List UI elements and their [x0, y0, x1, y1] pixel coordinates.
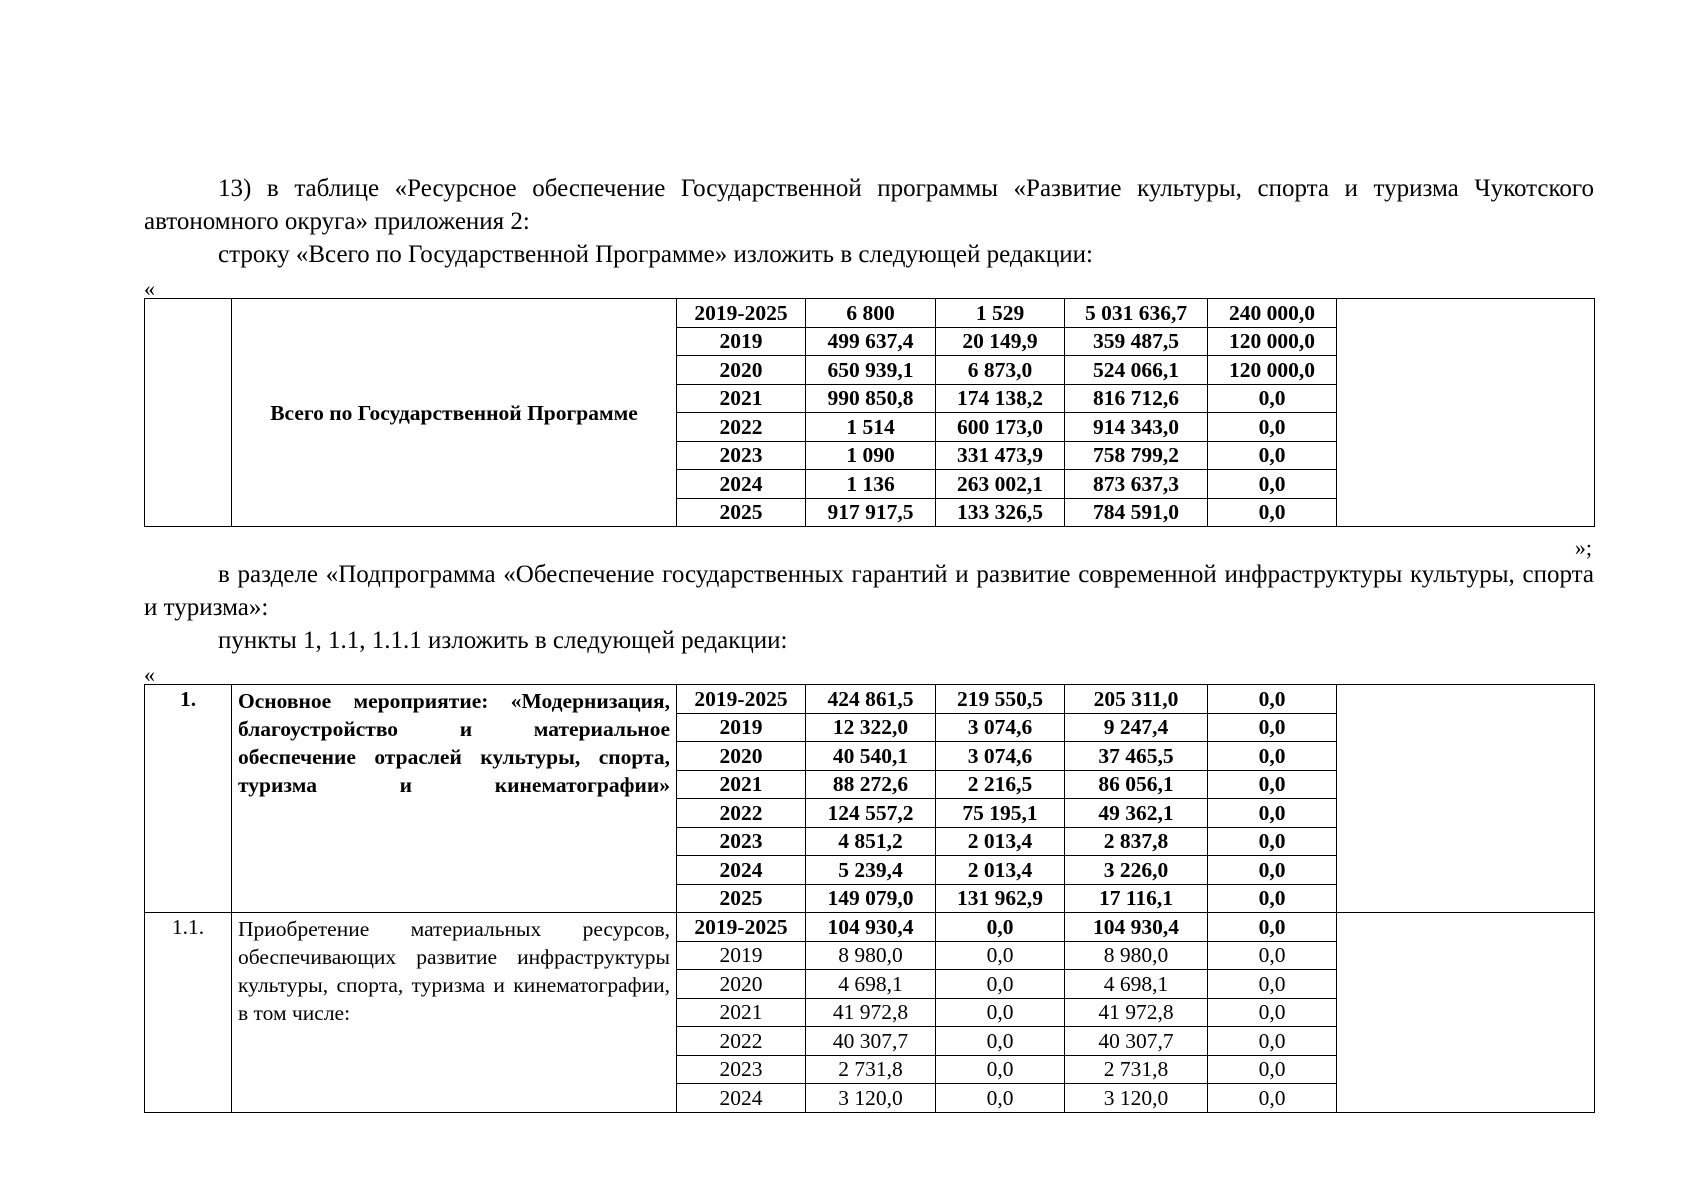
value-cell: 2 013,4	[936, 856, 1065, 885]
value-cell: 104 930,4	[806, 913, 936, 942]
value-cell: 990 850,8	[806, 384, 936, 413]
year-cell: 2022	[677, 799, 806, 828]
value-cell: 0,0	[936, 913, 1065, 942]
value-cell: 0,0	[1208, 685, 1337, 714]
value-cell: 219 550,5	[936, 685, 1065, 714]
value-cell: 0,0	[936, 998, 1065, 1027]
value-cell: 524 066,1	[1065, 356, 1208, 385]
table-row	[145, 913, 1595, 942]
value-cell: 331 473,9	[936, 441, 1065, 470]
table-row	[145, 299, 1595, 328]
value-cell: 4 851,2	[806, 827, 936, 856]
value-cell: 424 861,5	[806, 685, 936, 714]
year-cell: 2020	[677, 970, 806, 999]
value-cell: 0,0	[1208, 884, 1337, 913]
value-cell: 120 000,0	[1208, 327, 1337, 356]
value-cell: 131 962,9	[936, 884, 1065, 913]
year-cell: 2019	[677, 941, 806, 970]
value-cell: 2 013,4	[936, 827, 1065, 856]
value-cell: 0,0	[1208, 441, 1337, 470]
value-cell: 120 000,0	[1208, 356, 1337, 385]
year-cell: 2025	[677, 498, 806, 527]
value-cell: 0,0	[1208, 742, 1337, 771]
value-cell: 816 712,6	[1065, 384, 1208, 413]
table-row	[145, 685, 1595, 714]
value-cell: 1 136	[806, 470, 936, 499]
value-cell: 2 837,8	[1065, 827, 1208, 856]
year-cell: 2019-2025	[677, 685, 806, 714]
table-total-body	[145, 299, 1595, 527]
value-cell: 12 322,0	[806, 713, 936, 742]
paragraph-13: 13) в таблице «Ресурсное обеспечение Государственной программы «Развитие культуры, спорта и туризма Чукотского автономного округа» приложения 2:	[144, 175, 1594, 235]
value-cell: 0,0	[1208, 913, 1337, 942]
open-quote-2: «	[144, 662, 155, 687]
value-cell: 917 917,5	[806, 498, 936, 527]
value-cell: 1 514	[806, 413, 936, 442]
year-cell: 2021	[677, 770, 806, 799]
value-cell: 0,0	[1208, 1027, 1337, 1056]
value-cell: 0,0	[936, 1055, 1065, 1084]
open-quote-1: «	[144, 276, 155, 301]
year-cell: 2019	[677, 327, 806, 356]
total-number-cell	[145, 299, 232, 527]
value-cell: 1 090	[806, 441, 936, 470]
year-cell: 2024	[677, 1084, 806, 1113]
year-cell: 2021	[677, 384, 806, 413]
value-cell: 263 002,1	[936, 470, 1065, 499]
value-cell: 650 939,1	[806, 356, 936, 385]
value-cell: 40 540,1	[806, 742, 936, 771]
year-cell: 2019-2025	[677, 299, 806, 328]
year-cell: 2022	[677, 1027, 806, 1056]
item-number: 1.1.	[145, 913, 232, 1113]
value-cell: 0,0	[1208, 856, 1337, 885]
year-cell: 2024	[677, 470, 806, 499]
value-cell: 0,0	[1208, 498, 1337, 527]
year-cell: 2020	[677, 742, 806, 771]
year-cell: 2024	[677, 856, 806, 885]
value-cell: 0,0	[1208, 970, 1337, 999]
value-cell: 3 226,0	[1065, 856, 1208, 885]
value-cell: 914 343,0	[1065, 413, 1208, 442]
value-cell: 0,0	[1208, 1084, 1337, 1113]
paragraph-items-instruction: пункты 1, 1.1, 1.1.1 изложить в следующей редакции:	[218, 627, 788, 654]
table-subprogram-body	[145, 685, 1595, 1113]
value-cell: 9 247,4	[1065, 713, 1208, 742]
value-cell: 49 362,1	[1065, 799, 1208, 828]
year-cell: 2025	[677, 884, 806, 913]
value-cell: 240 000,0	[1208, 299, 1337, 328]
item-blank-cell	[1337, 913, 1595, 1113]
year-cell: 2023	[677, 1055, 806, 1084]
value-cell: 75 195,1	[936, 799, 1065, 828]
value-cell: 41 972,8	[806, 998, 936, 1027]
value-cell: 0,0	[1208, 827, 1337, 856]
table-total	[144, 298, 1595, 527]
value-cell: 0,0	[1208, 470, 1337, 499]
value-cell: 86 056,1	[1065, 770, 1208, 799]
value-cell: 41 972,8	[1065, 998, 1208, 1027]
value-cell: 133 326,5	[936, 498, 1065, 527]
total-blank-cell	[1337, 299, 1595, 527]
item-number: 1.	[145, 685, 232, 913]
value-cell: 5 031 636,7	[1065, 299, 1208, 328]
value-cell: 0,0	[1208, 998, 1337, 1027]
value-cell: 499 637,4	[806, 327, 936, 356]
paragraph-subprogram: в разделе «Подпрограмма «Обеспечение государственных гарантий и развитие современной инфраструктуры культуры, спорта и туризма»:	[144, 561, 1594, 621]
value-cell: 0,0	[936, 1084, 1065, 1113]
value-cell: 0,0	[936, 1027, 1065, 1056]
value-cell: 5 239,4	[806, 856, 936, 885]
value-cell: 3 120,0	[1065, 1084, 1208, 1113]
value-cell: 359 487,5	[1065, 327, 1208, 356]
value-cell: 0,0	[936, 970, 1065, 999]
value-cell: 0,0	[1208, 413, 1337, 442]
value-cell: 4 698,1	[1065, 970, 1208, 999]
value-cell: 1 529	[936, 299, 1065, 328]
value-cell: 40 307,7	[1065, 1027, 1208, 1056]
value-cell: 784 591,0	[1065, 498, 1208, 527]
year-cell: 2023	[677, 827, 806, 856]
value-cell: 8 980,0	[806, 941, 936, 970]
value-cell: 6 873,0	[936, 356, 1065, 385]
value-cell: 88 272,6	[806, 770, 936, 799]
value-cell: 3 074,6	[936, 713, 1065, 742]
value-cell: 2 731,8	[806, 1055, 936, 1084]
value-cell: 8 980,0	[1065, 941, 1208, 970]
value-cell: 0,0	[1208, 713, 1337, 742]
value-cell: 37 465,5	[1065, 742, 1208, 771]
value-cell: 2 731,8	[1065, 1055, 1208, 1084]
value-cell: 205 311,0	[1065, 685, 1208, 714]
item-description: Приобретение материальных ресурсов, обеспечивающих развитие инфраструктуры культуры, спорта, туризма и кинематографии, в том числе:	[232, 913, 677, 1113]
total-label: Всего по Государственной Программе	[232, 299, 677, 527]
year-cell: 2020	[677, 356, 806, 385]
year-cell: 2019-2025	[677, 913, 806, 942]
year-cell: 2023	[677, 441, 806, 470]
value-cell: 40 307,7	[806, 1027, 936, 1056]
value-cell: 104 930,4	[1065, 913, 1208, 942]
value-cell: 0,0	[936, 941, 1065, 970]
value-cell: 0,0	[1208, 770, 1337, 799]
value-cell: 124 557,2	[806, 799, 936, 828]
value-cell: 17 116,1	[1065, 884, 1208, 913]
year-cell: 2021	[677, 998, 806, 1027]
item-blank-cell	[1337, 685, 1595, 913]
item-description: Основное мероприятие: «Модернизация, благоустройство и материальное обеспечение отраслей культуры, спорта, туризма и кинематографии»	[232, 685, 677, 913]
year-cell: 2019	[677, 713, 806, 742]
value-cell: 6 800	[806, 299, 936, 328]
value-cell: 4 698,1	[806, 970, 936, 999]
value-cell: 174 138,2	[936, 384, 1065, 413]
close-quote-1: »;	[1574, 535, 1592, 560]
value-cell: 873 637,3	[1065, 470, 1208, 499]
value-cell: 0,0	[1208, 941, 1337, 970]
value-cell: 758 799,2	[1065, 441, 1208, 470]
value-cell: 0,0	[1208, 384, 1337, 413]
value-cell: 600 173,0	[936, 413, 1065, 442]
year-cell: 2022	[677, 413, 806, 442]
table-subprogram	[144, 684, 1595, 1113]
value-cell: 20 149,9	[936, 327, 1065, 356]
value-cell: 3 074,6	[936, 742, 1065, 771]
value-cell: 2 216,5	[936, 770, 1065, 799]
value-cell: 3 120,0	[806, 1084, 936, 1113]
value-cell: 0,0	[1208, 1055, 1337, 1084]
paragraph-total-row-instruction: строку «Всего по Государственной Программе» изложить в следующей редакции:	[218, 241, 1093, 268]
value-cell: 0,0	[1208, 799, 1337, 828]
value-cell: 149 079,0	[806, 884, 936, 913]
